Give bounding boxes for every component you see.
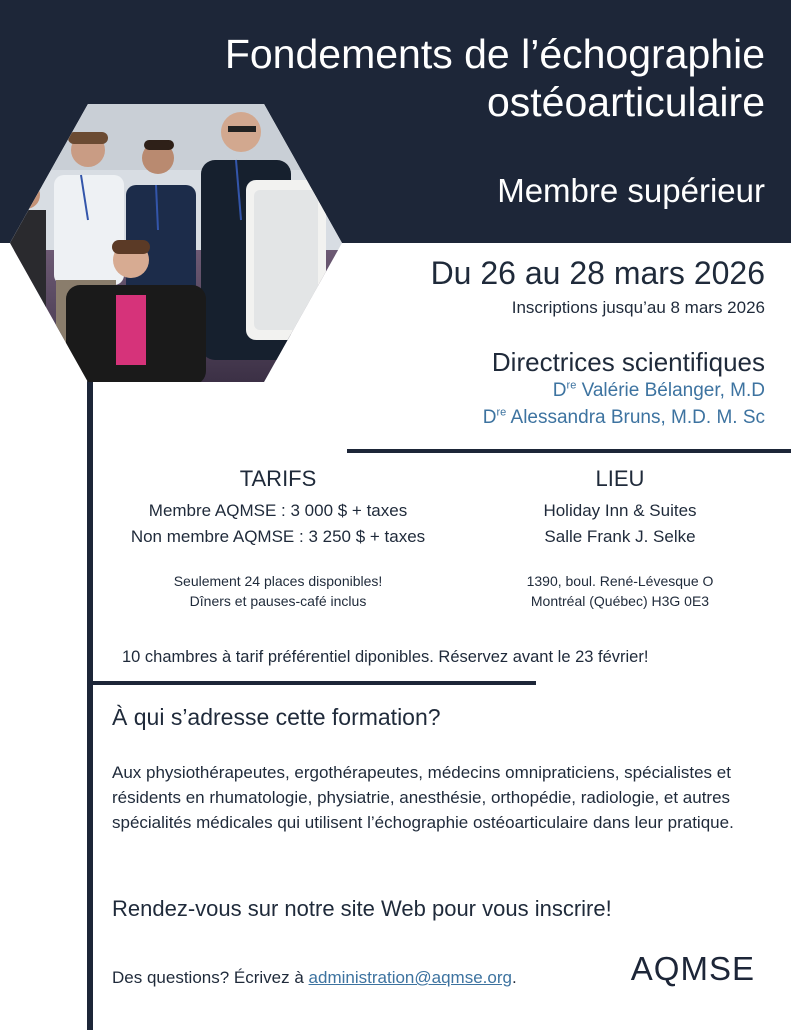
audience-heading: À qui s’adresse cette formation?	[112, 704, 441, 730]
divider-top	[347, 449, 791, 453]
contact-line: Des questions? Écrivez à administration@aqmse.org.	[112, 968, 517, 987]
venue-name: Holiday Inn & Suites	[543, 501, 697, 520]
tarif-member: Membre AQMSE : 3 000 $ + taxes	[148, 501, 408, 520]
page-title: Fondements de l’échographie ostéoarticulaire	[224, 31, 765, 125]
contact-email-link[interactable]: administration@aqmse.org	[308, 968, 512, 987]
director-2: Dre Alessandra Bruns, M.D. M. Sc	[482, 406, 765, 428]
meals-note: Dîners et pauses-café inclus	[189, 593, 367, 609]
divider-middle	[93, 681, 536, 685]
places-note: Seulement 24 places disponibles!	[173, 573, 383, 589]
lieu-section	[480, 466, 760, 611]
hexagon-photo	[6, 100, 346, 386]
audience-body: Aux physiothérapeutes, ergothérapeutes, médecins omnipraticiens, spécialistes et résidents en rhumatologie, physiatrie, anesthésie, orthopédie, radiologie, et autres spécialités médicales qui utilisent l’échographie ostéoarticulaire dans leur pratique.	[112, 763, 734, 832]
rooms-note: 10 chambres à tarif préférentiel diponibles. Réservez avant le 23 février!	[122, 648, 649, 666]
tarifs-section	[100, 466, 456, 611]
vertical-divider	[87, 370, 93, 1030]
register-cta: Rendez-vous sur notre site Web pour vous inscrire!	[112, 896, 612, 921]
director-1: Dre Valérie Bélanger, M.D	[552, 379, 765, 401]
lieu-heading: LIEU	[595, 466, 645, 491]
address-line-1: 1390, boul. René-Lévesque O	[526, 573, 714, 589]
venue-room: Salle Frank J. Selke	[544, 527, 696, 546]
event-dates: Du 26 au 28 mars 2026	[430, 255, 765, 291]
page-subtitle: Membre supérieur	[497, 172, 765, 209]
aqmse-logo: AQMSE	[630, 950, 755, 987]
registration-deadline: Inscriptions jusqu’au 8 mars 2026	[511, 298, 765, 317]
tarifs-heading: TARIFS	[239, 466, 317, 491]
address-line-2: Montréal (Québec) H3G 0E3	[530, 593, 710, 609]
directors-heading: Directrices scientifiques	[491, 347, 765, 377]
tarif-non-member: Non membre AQMSE : 3 250 $ + taxes	[130, 527, 426, 546]
